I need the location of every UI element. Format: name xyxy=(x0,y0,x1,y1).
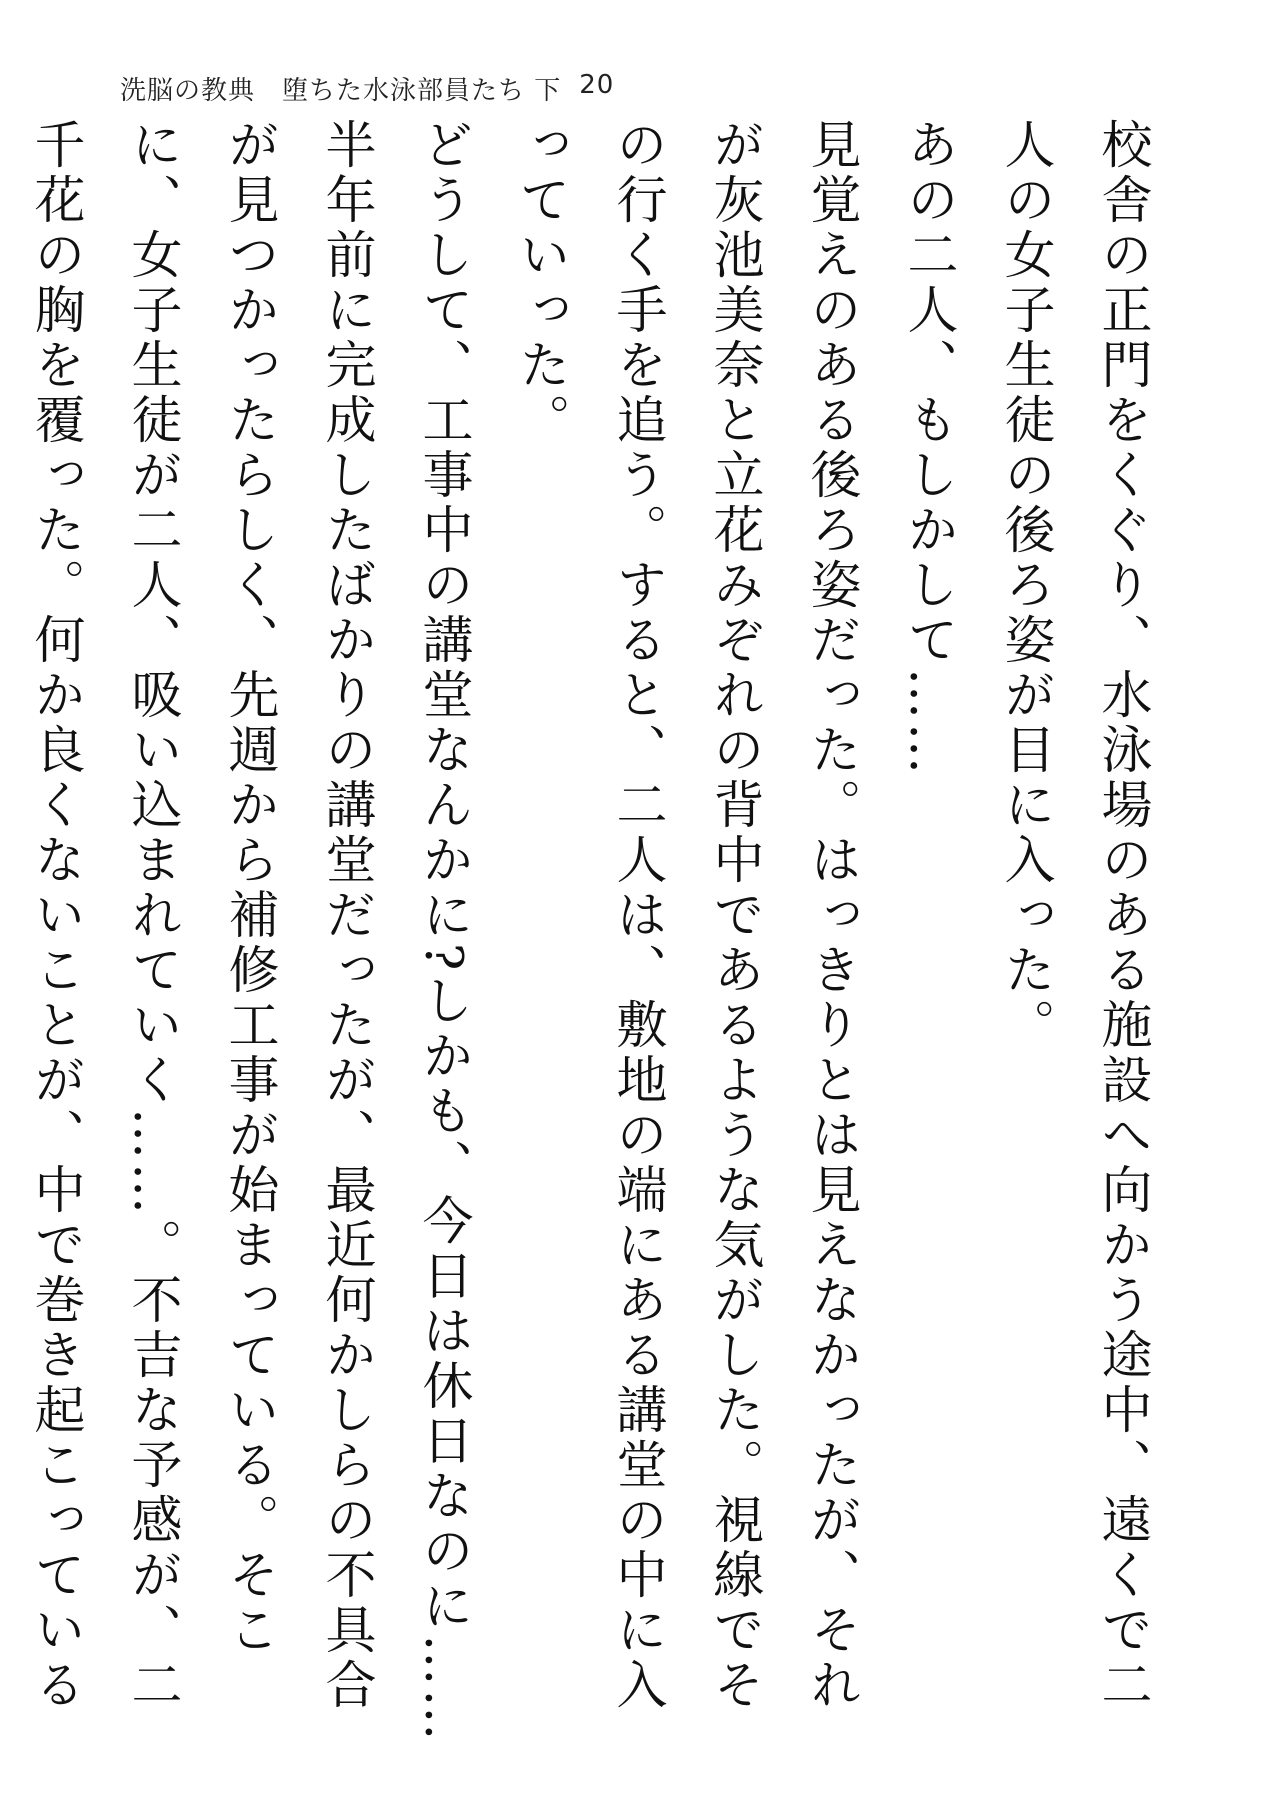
running-header xyxy=(120,70,614,107)
book-title: 洗脳の教典 堕ちた水泳部員たち 下 xyxy=(120,76,562,106)
paragraph: どうして、工事中の講堂なんかに?しかも、今日は休日なのに…… xyxy=(413,118,472,1745)
paragraph: 見覚えのある後ろ姿だった。はっきりとは見えなかったが、それが灰池美奈と立花みぞれの背中であるような気がした。視線でその行く手を追う。すると、二人は、敷地の端にある講堂の中に入っていった。 xyxy=(510,118,860,1713)
paragraph: 半年前に完成したばかりの講堂だったが、最近何かしらの不具合が見つかったらしく、先週から補修工事が始まっている。そこに、女子生徒が二人、吸い込まれていく……。不吉な予感が、二千花の胸を覆った。何か良くないことが、中で巻き起こっている xyxy=(25,118,375,1713)
page-number: 20 xyxy=(579,70,615,100)
vertical-text-body xyxy=(25,118,1170,1758)
paragraph: 校舎の正門をくぐり、水泳場のある施設へ向かう途中、遠くで二人の女子生徒の後ろ姿が目に入った。 xyxy=(995,118,1151,1713)
paragraph: あの二人、もしかして…… xyxy=(898,118,957,778)
